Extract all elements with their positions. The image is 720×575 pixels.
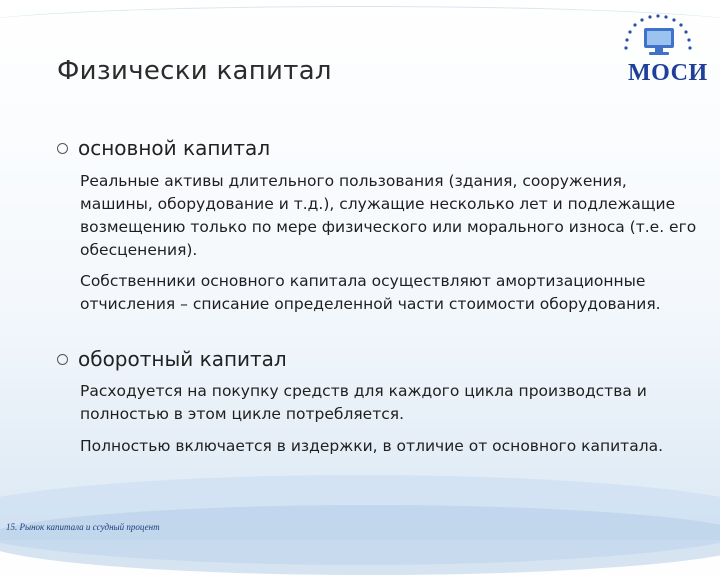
bullet-circle-icon (57, 354, 68, 365)
bullet-circle-icon (57, 143, 68, 154)
paragraph: Реальные активы длительного пользования (здания, сооружения, машины, оборудование и т.д.), служащие несколько лет и подлежащие возмещению только по мере физического или морального износа (т.е. его обесценения). (80, 172, 697, 259)
bullet-heading: основной капитал (78, 136, 271, 160)
slide-footer: 15. Рынок капитала и ссудный процент (6, 522, 160, 532)
bullet-item (57, 136, 270, 160)
paragraph: Расходуется на покупку средств для каждого цикла производства и полностью в этом цикле потребляется. (80, 382, 647, 423)
background-wave (0, 505, 720, 575)
bullet-item (57, 347, 287, 371)
slide-title: Физически капитал (57, 56, 332, 86)
paragraph: Полностью включается в издержки, в отличие от основного капитала. (80, 437, 664, 455)
background-wave (0, 6, 720, 47)
paragraph: Собственники основного капитала осуществляют амортизационные отчисления – списание определенной части стоимости оборудования. (80, 272, 661, 313)
bullet-heading: оборотный капитал (78, 347, 287, 371)
logo-text: МОСИ (628, 60, 708, 86)
